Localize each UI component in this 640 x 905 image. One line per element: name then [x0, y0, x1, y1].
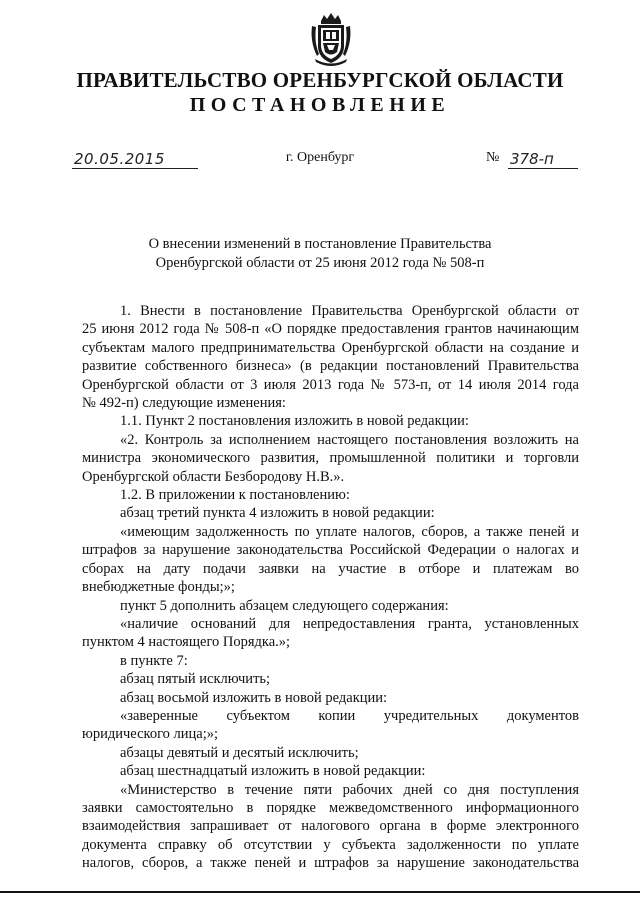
- body-line: абзац пятый исключить;: [120, 671, 271, 688]
- body-line: абзац восьмой изложить в новой редакции:: [120, 689, 388, 706]
- body-line: штрафов за нарушение законодательства Российской Федерации о налогах и: [82, 542, 579, 559]
- body-line: 1. Внести в постановление Правительства Оренбургской области от: [120, 303, 579, 319]
- number-field: [508, 150, 578, 169]
- body-line: абзацы девятый и десятый исключить;: [120, 744, 359, 761]
- body-line: абзац шестнадцатый изложить в новой редакции:: [120, 763, 426, 780]
- body-line: абзац третий пункта 4 изложить в новой редакции:: [120, 505, 435, 522]
- body-line: документа справку об отсутствии у субъекта задолженности по уплате: [82, 836, 579, 853]
- number-value: 378-п: [510, 150, 554, 168]
- body-line: № 492-п) следующие изменения:: [82, 395, 286, 412]
- document-subject: [0, 235, 640, 273]
- page-bottom-rule: [0, 891, 640, 893]
- body-line: Оренбургской области Безбородову Н.В.».: [82, 468, 345, 485]
- body-line: министра экономического развития, промышленной политики и торговли: [82, 450, 579, 467]
- body-line: «заверенные субъектом копии учредительных документов: [120, 707, 579, 724]
- date-value: 20.05.2015: [74, 150, 165, 168]
- body-line: «имеющим задолженность по уплате налогов, сборов, а также пеней и: [120, 523, 579, 540]
- body-line: 25 июня 2012 года № 508-п «О порядке предоставления грантов начинающим: [82, 321, 579, 338]
- body-line: субъектам малого предпринимательства Оренбургской области на создание и: [82, 339, 579, 356]
- coat-of-arms-icon: [309, 12, 353, 66]
- body-line: заявки самостоятельно в порядке межведомственного информационного: [82, 799, 579, 816]
- body-line: Оренбургской области от 3 июля 2013 года № 573-п, от 14 июля 2014 года: [82, 376, 579, 393]
- body-line: пунктом 4 настоящего Порядка.»;: [82, 634, 291, 651]
- city-label: г. Оренбург: [285, 150, 355, 165]
- body-line: сборах на дату подачи заявки на участие в отборе и платежам во: [82, 560, 579, 577]
- document-body: [82, 302, 579, 873]
- body-line: «2. Контроль за исполнением настоящего постановления возложить на: [120, 431, 579, 448]
- document-type-title: ПОСТАНОВЛЕНИЕ: [189, 94, 451, 116]
- number-prefix: №: [486, 150, 500, 165]
- subject-line: Оренбургской области от 25 июня 2012 года № 508-п: [155, 255, 485, 271]
- body-line: в пункте 7:: [120, 652, 188, 669]
- body-line: внебюджетные фонды;»;: [82, 579, 235, 596]
- body-line: развитие собственного бизнеса» (в редакции постановлений Правительства: [82, 358, 579, 375]
- subject-line: О внесении изменений в постановление Правительства: [148, 236, 492, 252]
- body-line: пункт 5 дополнить абзацем следующего содержания:: [120, 597, 449, 614]
- body-line: налогов, сборов, а также пеней и штрафов за нарушение законодательства: [82, 855, 579, 872]
- body-line: 1.1. Пункт 2 постановления изложить в новой редакции:: [120, 413, 469, 430]
- body-line: 1.2. В приложении к постановлению:: [120, 487, 350, 504]
- government-title: ПРАВИТЕЛЬСТВО ОРЕНБУРГСКОЙ ОБЛАСТИ: [76, 68, 564, 92]
- body-line: «Министерство в течение пяти рабочих дней со дня поступления: [120, 781, 579, 798]
- body-line: юридического лица;»;: [82, 726, 219, 743]
- body-line: «наличие оснований для непредоставления гранта, установленных: [120, 615, 579, 632]
- body-line: взаимодействия запрашивает от налогового органа в форме электронного: [82, 818, 579, 835]
